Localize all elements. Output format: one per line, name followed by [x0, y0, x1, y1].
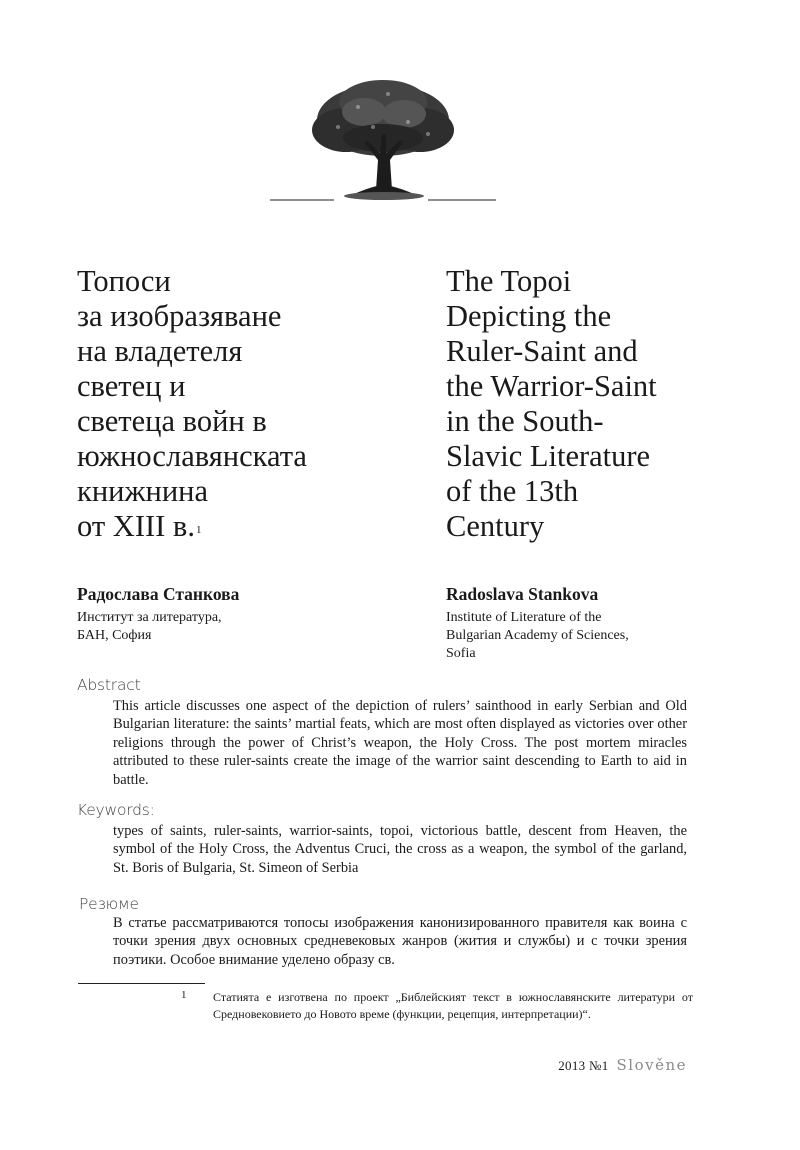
title-bg-line: Топоси: [77, 264, 171, 298]
title-bg-line: южнославянската: [77, 439, 307, 473]
title-bg-line: книжнина: [77, 474, 209, 508]
title-en-line: Slavic Literature: [446, 439, 651, 473]
footnote-marker[interactable]: 1: [195, 524, 202, 536]
author-name-bg: Радослава Станкова: [77, 584, 240, 604]
title-bg-line: светеца войн в: [77, 404, 267, 438]
footnote-divider: [78, 983, 205, 984]
resume-text: В статье рассматриваются топосы изображения канонизированного правителя как воина с точки зрения двух основных средневековых жанров (жития и службы) и с точки зрения поэтики. Особое внимание уделено образу св.: [113, 915, 687, 968]
title-en-line: Ruler-Saint and: [446, 334, 638, 368]
title-bulgarian: [77, 264, 397, 544]
title-en-line: the Warrior-Saint: [446, 369, 657, 403]
author-affiliation-en: Institute of Literature of the Bulgarian Academy of Sciences, Sofia: [446, 610, 629, 661]
footer-issue: 2013 №1: [558, 1058, 609, 1073]
abstract-heading: Abstract: [77, 676, 141, 694]
footnote-text: Статията е изготвена по проект „Библейският текст в южнославянските литератури от Средновековието до Новото време (функции, рецепция, интерпретации)“.: [213, 990, 693, 1021]
abstract-text: This article discusses one aspect of the depiction of rulers’ sainthood in early Serbian and Old Bulgarian literature: the saints’ martial feats, which are most often displayed as victories over other religions through the power of Christ’s weapon, the Holy Cross. The post mortem miracles attributed to these ruler-saints create the image of the warrior saint descending to Earth to aid in battle.: [113, 698, 687, 788]
title-bg-line: светец и: [77, 369, 186, 403]
title-en-line: of the 13th: [446, 474, 579, 508]
title-en-line: Century: [446, 509, 545, 543]
resume-heading: Резюме: [79, 895, 139, 913]
tree-icon: [268, 72, 498, 210]
title-bg-line: от XIII в.: [77, 509, 195, 543]
author-block-english: [446, 583, 746, 663]
journal-emblem: [268, 72, 498, 210]
title-bg-line: на владетеля: [77, 334, 243, 368]
author-affiliation-bg: Институт за литература, БАН, София: [77, 610, 222, 643]
author-block-bulgarian: [77, 583, 407, 645]
title-english: [446, 264, 766, 544]
title-bg-last-line: [77, 509, 397, 544]
title-en-line: Depicting the: [446, 299, 612, 333]
footnote-number: 1: [181, 989, 187, 1001]
page-footer: [558, 1056, 687, 1074]
author-name-en: Radoslava Stankova: [446, 584, 599, 604]
title-en-line: The Topoi: [446, 264, 572, 298]
title-bg-line: за изобразяване: [77, 299, 282, 333]
title-en-line: in the South-: [446, 404, 604, 438]
keywords-heading: Keywords:: [77, 801, 155, 819]
keywords-text: types of saints, ruler-saints, warrior-saints, topoi, victorious battle, descent from Heaven, the symbol of the Holy Cross, the Adventus Cruci, the cross as a weapon, the symbol of the garland, St. Boris of Bulgaria, St. Simeon of Serbia: [113, 823, 687, 876]
footer-journal-name: Slověne: [616, 1056, 687, 1074]
